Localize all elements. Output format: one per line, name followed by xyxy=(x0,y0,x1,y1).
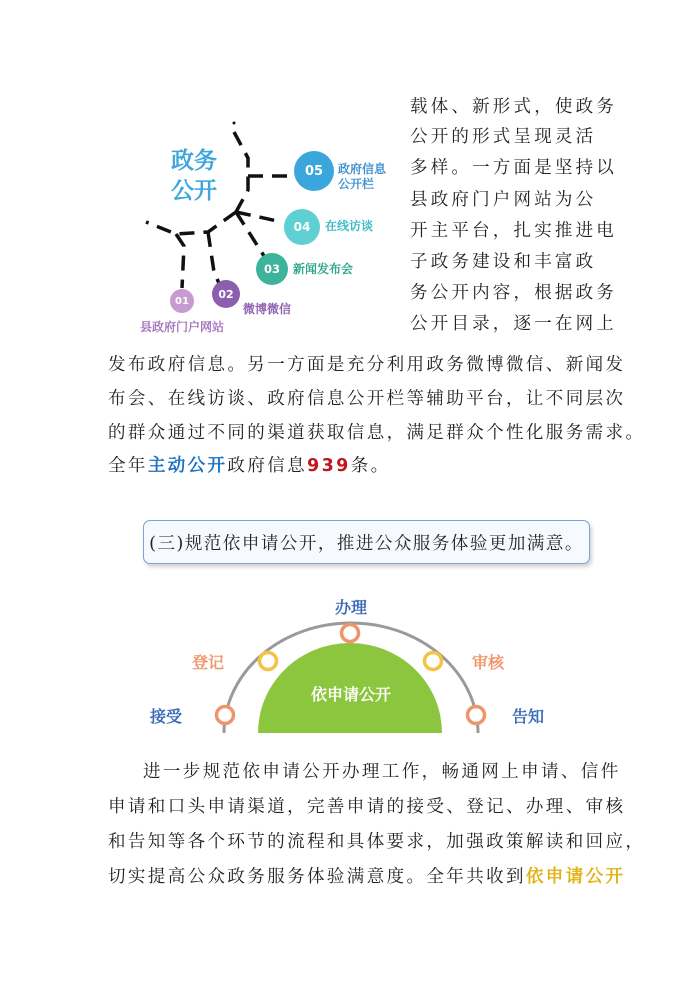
highlight-count: 939 xyxy=(307,456,351,476)
step-dot-register xyxy=(260,653,277,670)
node-01-label: 县政府门户网站 xyxy=(140,320,225,334)
node-05-label-line1: 政府信息 xyxy=(338,162,387,176)
highlight-on-application: 依申请公开 xyxy=(525,867,626,887)
node-02-number: 02 xyxy=(218,287,234,301)
text-line: 务公开内容，根据政务 xyxy=(410,283,617,303)
text-line: 公开的形式呈现灵活 xyxy=(410,127,597,147)
step-label-accept: 接受 xyxy=(150,707,183,726)
summary-prefix: 全年 xyxy=(108,456,148,476)
step-label-process: 办理 xyxy=(335,598,368,617)
node-05-number: 05 xyxy=(304,163,324,179)
text-line: 子政务建设和丰富政 xyxy=(410,252,597,272)
text-line: 布会、在线访谈、政府信息公开栏等辅助平台，让不同层次 xyxy=(108,389,626,409)
node-04-number: 04 xyxy=(293,220,311,234)
text-line-summary xyxy=(108,866,625,888)
step-label-register: 登记 xyxy=(192,653,225,672)
step-dot-notify xyxy=(468,707,485,724)
summary-prefix: 切实提高公众政务服务体验满意度。全年共收到 xyxy=(108,867,526,887)
node-04-label: 在线访谈 xyxy=(325,219,374,233)
node-05-label-line2: 公开栏 xyxy=(338,177,375,191)
highlight-active-disclosure: 主动公开 xyxy=(147,456,228,476)
section-heading: (三)规范依申请公开，推进公众服务体验更加满意。 xyxy=(149,533,584,554)
text-line: 进一步规范依申请公开办理工作，畅通网上申请、信件 xyxy=(143,762,621,782)
text-line: 多样。一方面是坚持以 xyxy=(410,158,617,178)
title-line-2: 公开 xyxy=(171,178,217,204)
step-label-notify: 告知 xyxy=(512,707,545,726)
summary-suffix: 条。 xyxy=(350,456,391,476)
title-line-1: 政务 xyxy=(171,148,217,174)
center-label: 依申请公开 xyxy=(310,685,391,704)
text-line: 的群众通过不同的渠道获取信息，满足群众个性化服务需求。 xyxy=(108,423,646,443)
summary-mid: 政府信息 xyxy=(227,456,308,476)
node-01-number: 01 xyxy=(175,295,189,307)
node-03-label: 新闻发布会 xyxy=(293,262,354,276)
text-line: 开主平台，扎实推进电 xyxy=(410,221,617,241)
text-line: 载体、新形式，使政务 xyxy=(410,97,617,117)
text-line: 县政府门户网站为公 xyxy=(410,190,597,210)
node-03-number: 03 xyxy=(263,262,280,276)
text-line: 发布政府信息。另一方面是充分利用政务微博微信、新闻发 xyxy=(108,355,626,375)
step-dot-review xyxy=(425,653,442,670)
step-label-review: 审核 xyxy=(472,653,505,672)
text-line: 和告知等各个环节的流程和具体要求，加强政策解读和回应， xyxy=(108,832,646,852)
node-02-label: 微博微信 xyxy=(243,302,292,316)
text-line: 公开目录，逐一在网上 xyxy=(410,314,617,334)
step-dot-accept xyxy=(217,707,234,724)
step-dot-process xyxy=(342,625,359,642)
text-line: 申请和口头申请渠道，完善申请的接受、登记、办理、审核 xyxy=(108,797,626,817)
